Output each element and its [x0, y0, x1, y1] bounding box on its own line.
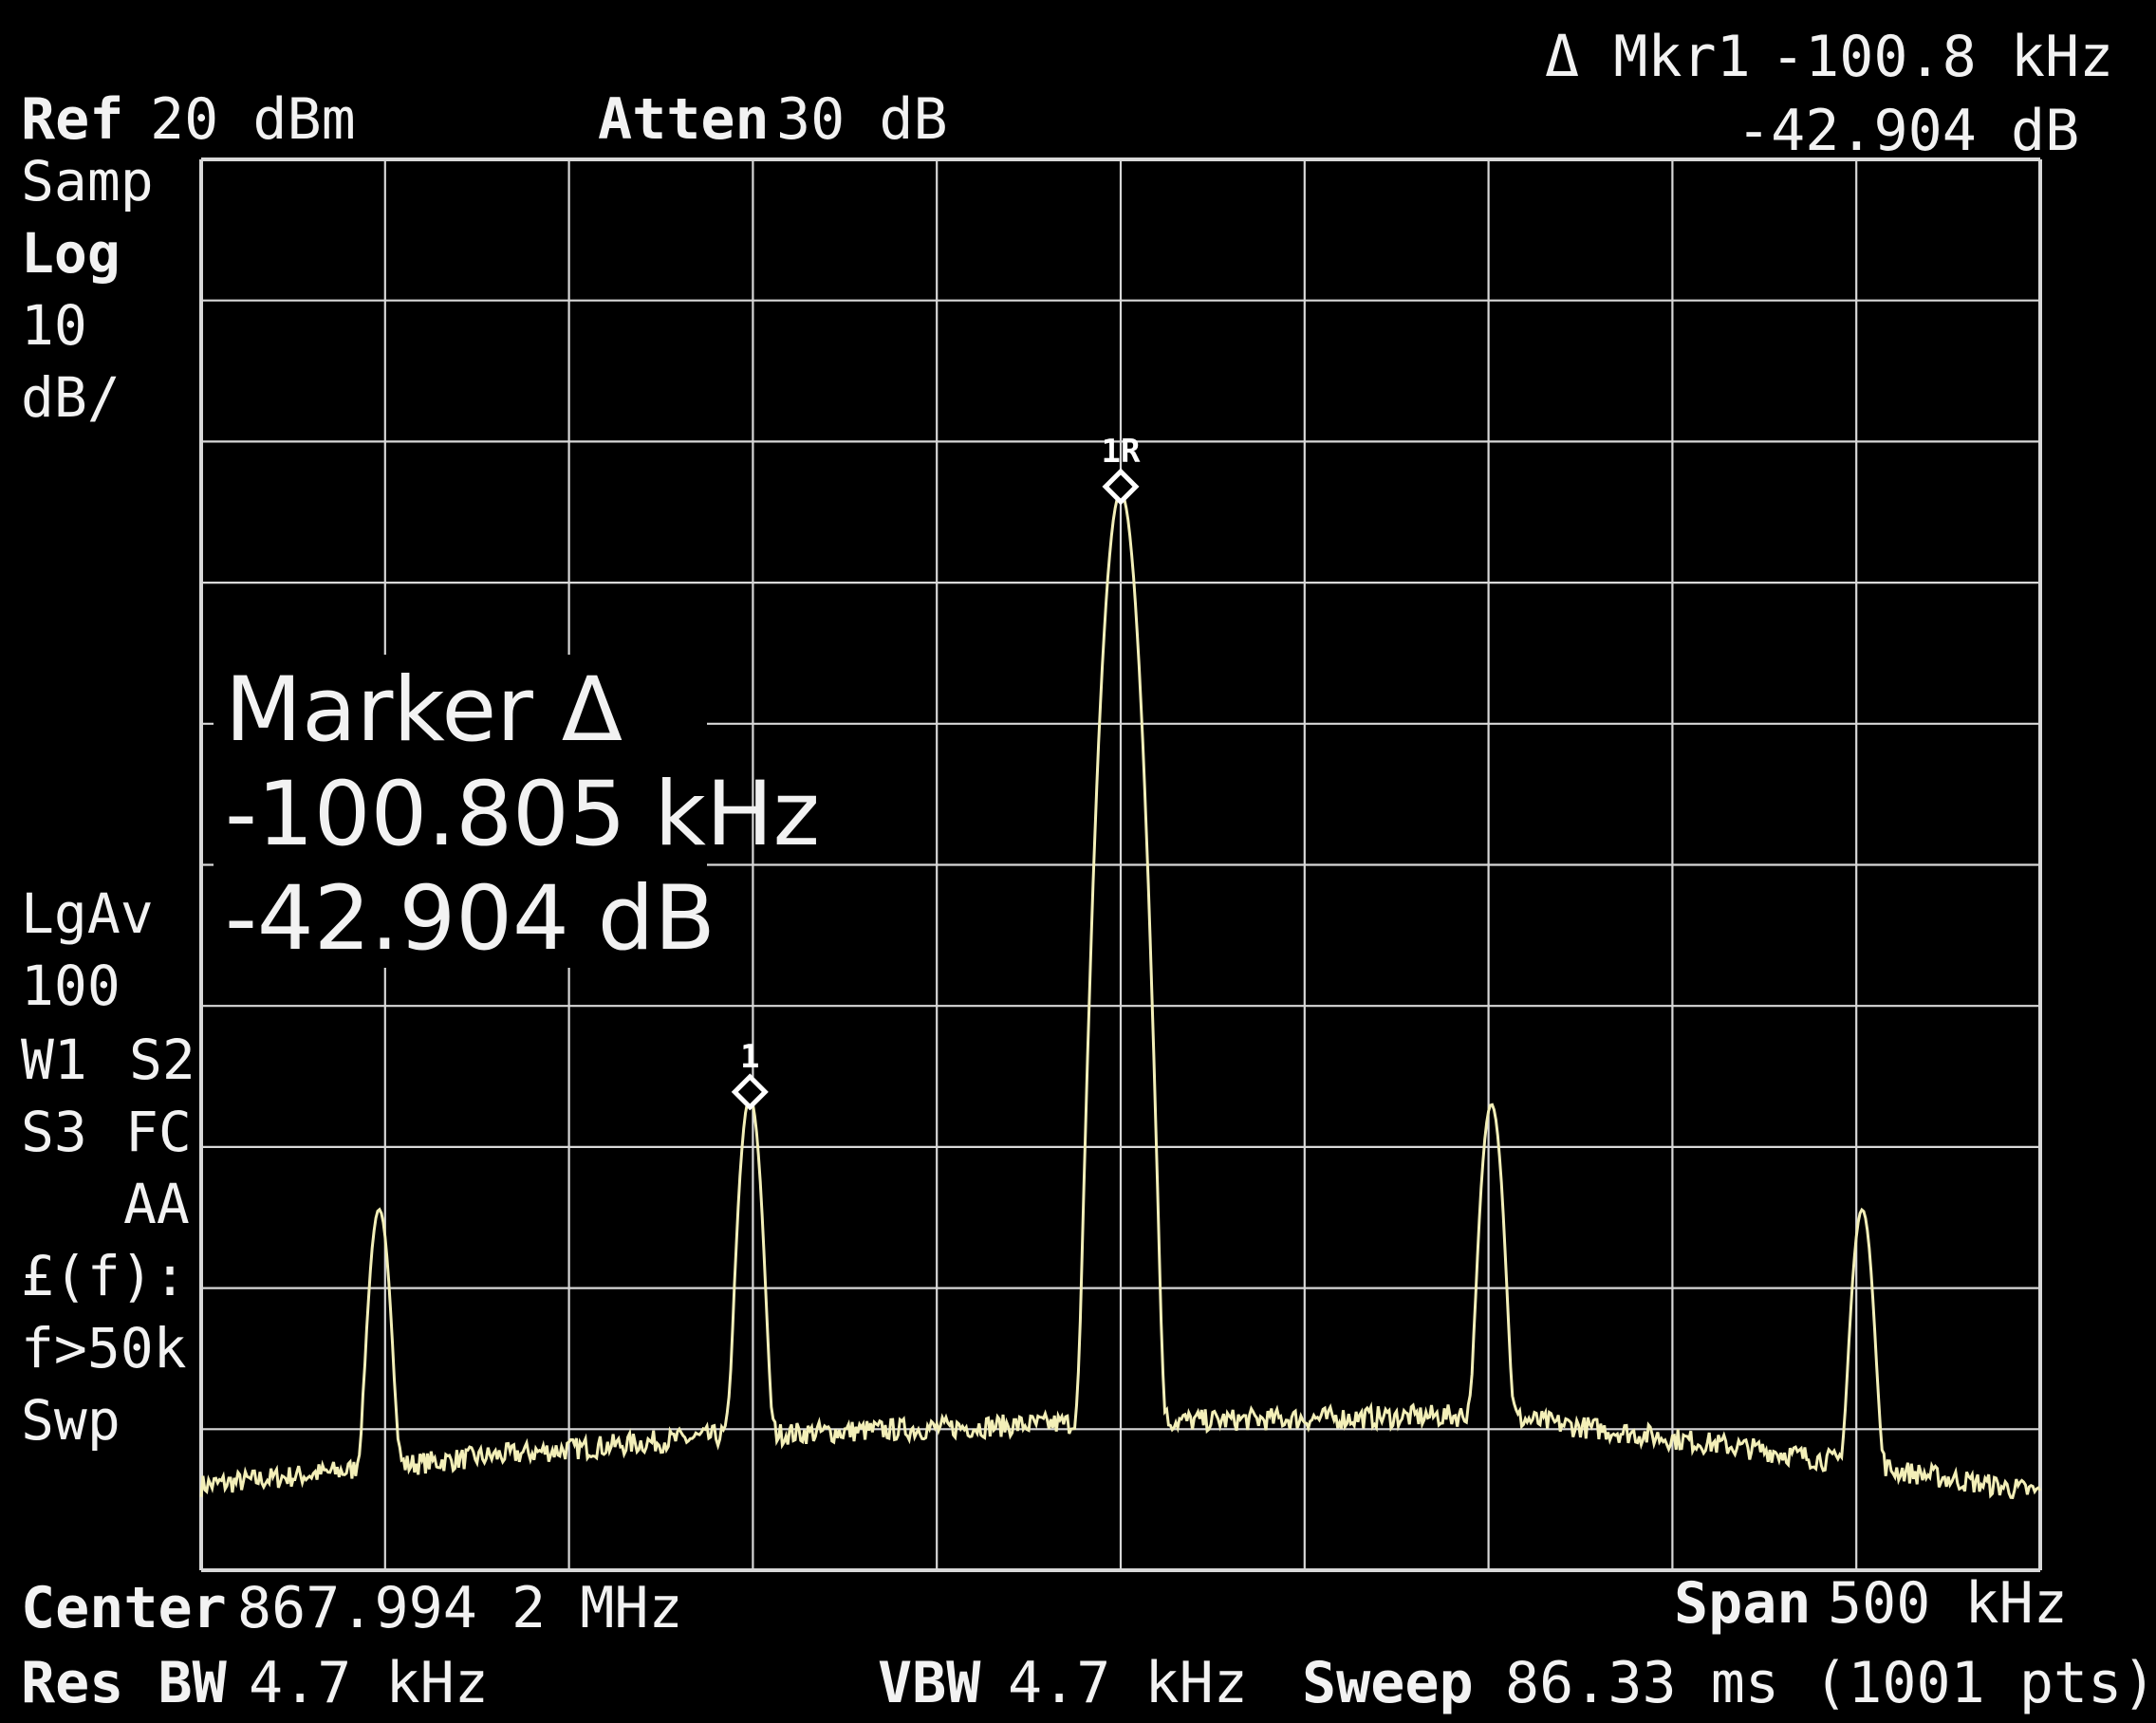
ref-label: Ref: [21, 86, 124, 153]
rbw-label: Res BW: [21, 1650, 227, 1716]
offset-condition: f>50k: [21, 1316, 187, 1380]
span-value: 500 kHz: [1828, 1570, 2068, 1637]
scale-value: 10: [21, 293, 87, 358]
trace-s2: S2: [129, 1028, 195, 1092]
delta-marker-diamond: [734, 1077, 765, 1107]
marker-delta-box: [214, 655, 820, 971]
rbw-value: 4.7 kHz: [249, 1650, 489, 1716]
scale-unit: dB/: [21, 365, 121, 430]
reference-marker-diamond: [1106, 472, 1136, 502]
center-label: Center: [21, 1575, 227, 1641]
marker-readout-level: -42.904 dB: [1737, 98, 2080, 164]
marker-delta-freq: -100.805 kHz: [225, 763, 820, 866]
marker-readout-label: Δ Mkr1: [1545, 24, 1751, 90]
atten-label: Atten: [598, 86, 770, 153]
span-label: Span: [1674, 1570, 1812, 1637]
trace-aa: AA: [123, 1172, 190, 1236]
marker-delta-level: -42.904 dB: [225, 867, 716, 971]
reference-marker-label: 1R: [1101, 432, 1141, 471]
marker-readout-freq: -100.8 kHz: [1771, 24, 2114, 90]
trace-s3: S3: [21, 1100, 87, 1164]
phase-noise-label: £(f):: [21, 1244, 187, 1308]
average-label: LgAv: [21, 881, 154, 946]
atten-value: 30 dB: [776, 86, 948, 153]
scale-type: Log: [21, 221, 121, 286]
sweep-value: 86.33 ms (1001 pts): [1505, 1650, 2156, 1716]
delta-marker-label: 1: [740, 1037, 760, 1076]
sweep-label: Sweep: [1302, 1650, 1474, 1716]
ref-value: 20 dBm: [150, 86, 356, 153]
sweep-mode: Swp: [21, 1388, 121, 1453]
average-count: 100: [21, 954, 121, 1018]
marker-delta-title: Marker Δ: [225, 658, 623, 762]
detector-mode: Samp: [21, 149, 154, 213]
center-value: 867.994 2 MHz: [237, 1575, 683, 1641]
trace-w1: W1: [21, 1028, 87, 1092]
trace-fc: FC: [125, 1100, 192, 1164]
vbw-label: VBW: [878, 1650, 981, 1716]
vbw-value: 4.7 kHz: [1008, 1650, 1248, 1716]
